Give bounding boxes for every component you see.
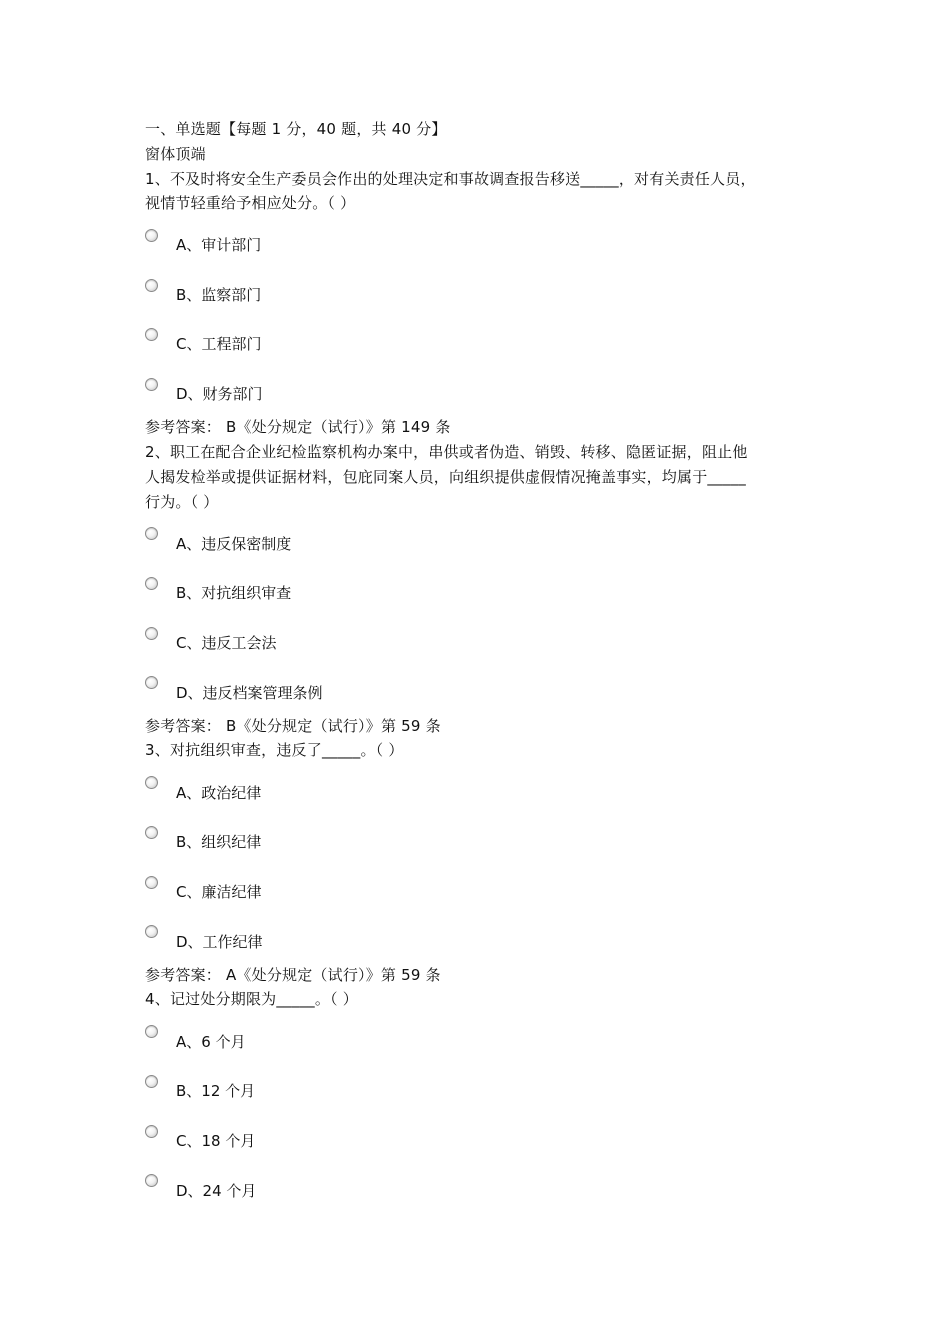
question-2-line-2: 人揭发检举或提供证据材料，包庇同案人员，向组织提供虚假情况掩盖事实，均属于_____ (145, 468, 746, 486)
question-3-answer: 参考答案： A《处分规定（试行）》第 59 条 (145, 966, 441, 984)
question-3-option-d-label: D、工作纪律 (176, 933, 263, 951)
question-2-option-a-label: A、违反保密制度 (176, 535, 292, 553)
form-top-label: 窗体顶端 (145, 145, 206, 163)
question-2-line-3: 行为。（ ） (145, 493, 219, 511)
question-2-option-b-label: B、对抗组织审查 (176, 584, 292, 602)
question-3-option-b-radio[interactable] (145, 826, 158, 839)
question-1-line-2: 视情节轻重给予相应处分。（ ） (145, 194, 356, 212)
question-3-option-a-label: A、政治纪律 (176, 784, 262, 802)
question-2-answer: 参考答案： B《处分规定（试行）》第 59 条 (145, 717, 441, 735)
question-1-line-1: 1、不及时将安全生产委员会作出的处理决定和事故调查报告移送_____，对有关责任人员， (145, 170, 756, 188)
question-4-option-a-label: A、6 个月 (176, 1033, 246, 1051)
question-3-option-c-label: C、廉洁纪律 (176, 883, 262, 901)
question-2-line-1: 2、职工在配合企业纪检监察机构办案中，串供或者伪造、销毁、转移、隐匿证据，阻止他 (145, 443, 748, 461)
question-3-option-d-radio[interactable] (145, 925, 158, 938)
question-4-option-b-label: B、12 个月 (176, 1082, 256, 1100)
question-4-option-d-label: D、24 个月 (176, 1182, 257, 1200)
question-1-option-d-label: D、财务部门 (176, 385, 263, 403)
question-3-option-b-label: B、组织纪律 (176, 833, 262, 851)
question-4-line-1: 4、记过处分期限为_____。（ ） (145, 990, 358, 1008)
question-1-answer: 参考答案： B《处分规定（试行）》第 149 条 (145, 418, 451, 436)
question-4-option-a-radio[interactable] (145, 1025, 158, 1038)
question-1-option-a-label: A、审计部门 (176, 236, 262, 254)
question-1-option-b-radio[interactable] (145, 279, 158, 292)
question-4-option-c-label: C、18 个月 (176, 1132, 256, 1150)
question-2-option-d-label: D、违反档案管理条例 (176, 684, 323, 702)
question-2-option-d-radio[interactable] (145, 676, 158, 689)
question-4-option-c-radio[interactable] (145, 1125, 158, 1138)
question-4-option-b-radio[interactable] (145, 1075, 158, 1088)
question-2-option-b-radio[interactable] (145, 577, 158, 590)
question-3-option-a-radio[interactable] (145, 776, 158, 789)
question-1-option-b-label: B、监察部门 (176, 286, 262, 304)
question-2-option-c-radio[interactable] (145, 627, 158, 640)
question-1-option-c-radio[interactable] (145, 328, 158, 341)
question-1-option-c-label: C、工程部门 (176, 335, 262, 353)
question-2-option-a-radio[interactable] (145, 527, 158, 540)
question-2-option-c-label: C、违反工会法 (176, 634, 277, 652)
section-title: 一、单选题【每题 1 分，40 题，共 40 分】 (145, 120, 447, 138)
question-3-line-1: 3、对抗组织审查，违反了_____。（ ） (145, 741, 404, 759)
question-1-option-d-radio[interactable] (145, 378, 158, 391)
question-1-option-a-radio[interactable] (145, 229, 158, 242)
question-3-option-c-radio[interactable] (145, 876, 158, 889)
question-4-option-d-radio[interactable] (145, 1174, 158, 1187)
